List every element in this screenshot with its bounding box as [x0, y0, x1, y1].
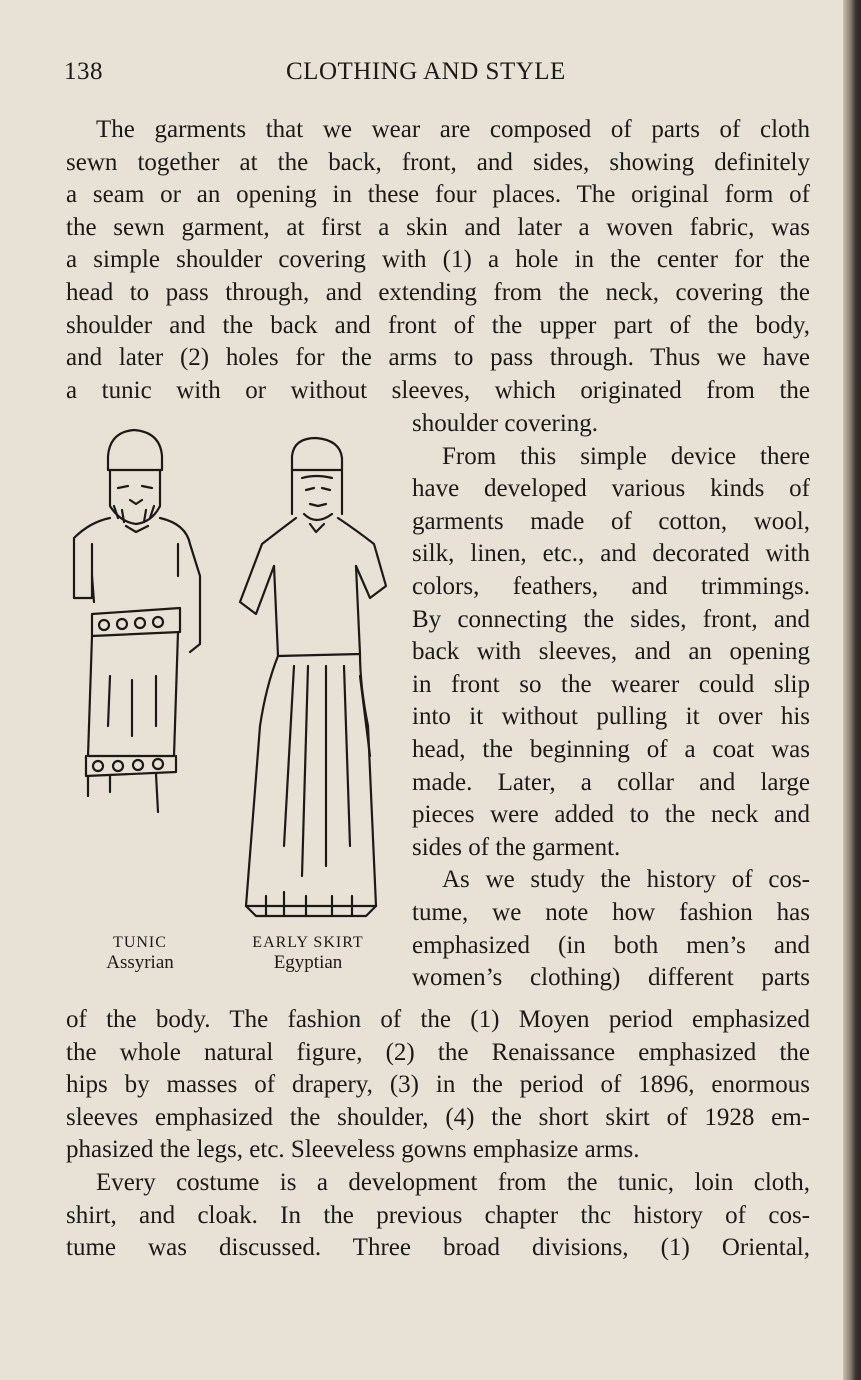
- text-line: silk, linen, etc., and decorated with: [412, 540, 810, 568]
- paragraph-right-column: [412, 408, 810, 995]
- caption-subtitle: Egyptian: [273, 952, 343, 973]
- text-line: hips by masses of drapery, (3) in the period of 1896, enormous: [66, 1071, 810, 1099]
- text-line: made. Later, a collar and large: [412, 768, 810, 796]
- egyptian-figure-drawing: [240, 438, 386, 916]
- text-line: have developed various kinds of: [412, 475, 810, 503]
- text-line: sides of the garment.: [412, 833, 621, 861]
- page-edge: [843, 0, 861, 1380]
- text-line: By connecting the sides, front, and: [412, 605, 810, 633]
- paragraph-top: [66, 114, 810, 407]
- text-line: and later (2) holes for the arms to pass through. Thus we have: [66, 344, 810, 372]
- page-number: 138: [64, 58, 103, 85]
- text-line: shoulder covering.: [412, 410, 599, 437]
- text-line: shoulder and the back and front of the upper part of the body,: [66, 311, 810, 339]
- text-line: pieces were added to the neck and: [412, 801, 810, 829]
- caption-title: EARLY SKIRT: [252, 934, 364, 951]
- assyrian-figure-drawing: [74, 430, 200, 812]
- text-line: women’s clothing) different parts: [412, 964, 810, 992]
- text-line: a seam or an opening in these four places. The original form of: [66, 181, 810, 209]
- text-line: The garments that we wear are composed of parts of cloth: [96, 116, 810, 143]
- caption-subtitle: Assyrian: [106, 952, 174, 973]
- running-title: CLOTHING AND STYLE: [286, 58, 566, 85]
- text-line: the sewn garment, at first a skin and later a woven fabric, was: [66, 213, 810, 241]
- text-line: head, the beginning of a coat was: [412, 735, 810, 763]
- text-line: the whole natural figure, (2) the Renaissance emphasized the: [66, 1038, 810, 1066]
- text-line: garments made of cotton, wool,: [412, 507, 810, 535]
- text-line: As we study the history of cos-: [442, 866, 810, 894]
- costume-illustration: [70, 426, 410, 986]
- text-line: From this simple device there: [442, 442, 810, 470]
- text-line: Every costume is a development from the tunic, loin cloth,: [96, 1168, 810, 1196]
- text-line: back with sleeves, and an opening: [412, 638, 810, 666]
- text-line: a simple shoulder covering with (1) a hole in the center for the: [66, 246, 810, 274]
- text-line: tume, we note how fashion has: [412, 898, 810, 926]
- text-line: phasized the legs, etc. Sleeveless gowns emphasize arms.: [66, 1136, 640, 1164]
- text-line: tume was discussed. Three broad divisions, (1) Oriental,: [66, 1234, 810, 1262]
- text-line: sleeves emphasized the shoulder, (4) the short skirt of 1928 em-: [66, 1103, 810, 1131]
- caption-assyrian-tunic: [80, 934, 200, 974]
- text-line: of the body. The fashion of the (1) Moyen period emphasized: [66, 1006, 810, 1033]
- text-line: in front so the wearer could slip: [412, 670, 810, 698]
- text-line: shirt, and cloak. In the previous chapter thc history of cos-: [66, 1201, 810, 1229]
- caption-title: TUNIC: [113, 934, 167, 951]
- running-header: [64, 58, 604, 98]
- text-line: colors, feathers, and trimmings.: [412, 572, 810, 600]
- text-line: head to pass through, and extending from the neck, covering the: [66, 278, 810, 306]
- text-line: emphasized (in both men’s and: [412, 931, 810, 959]
- text-line: into it without pulling it over his: [412, 703, 810, 731]
- caption-egyptian-skirt: [228, 934, 388, 974]
- text-line: a tunic with or without sleeves, which originated from the: [66, 376, 810, 404]
- text-line: sewn together at the back, front, and sides, showing definitely: [66, 148, 810, 176]
- figure-drawings: [70, 426, 410, 926]
- paragraph-bottom: [66, 1004, 810, 1265]
